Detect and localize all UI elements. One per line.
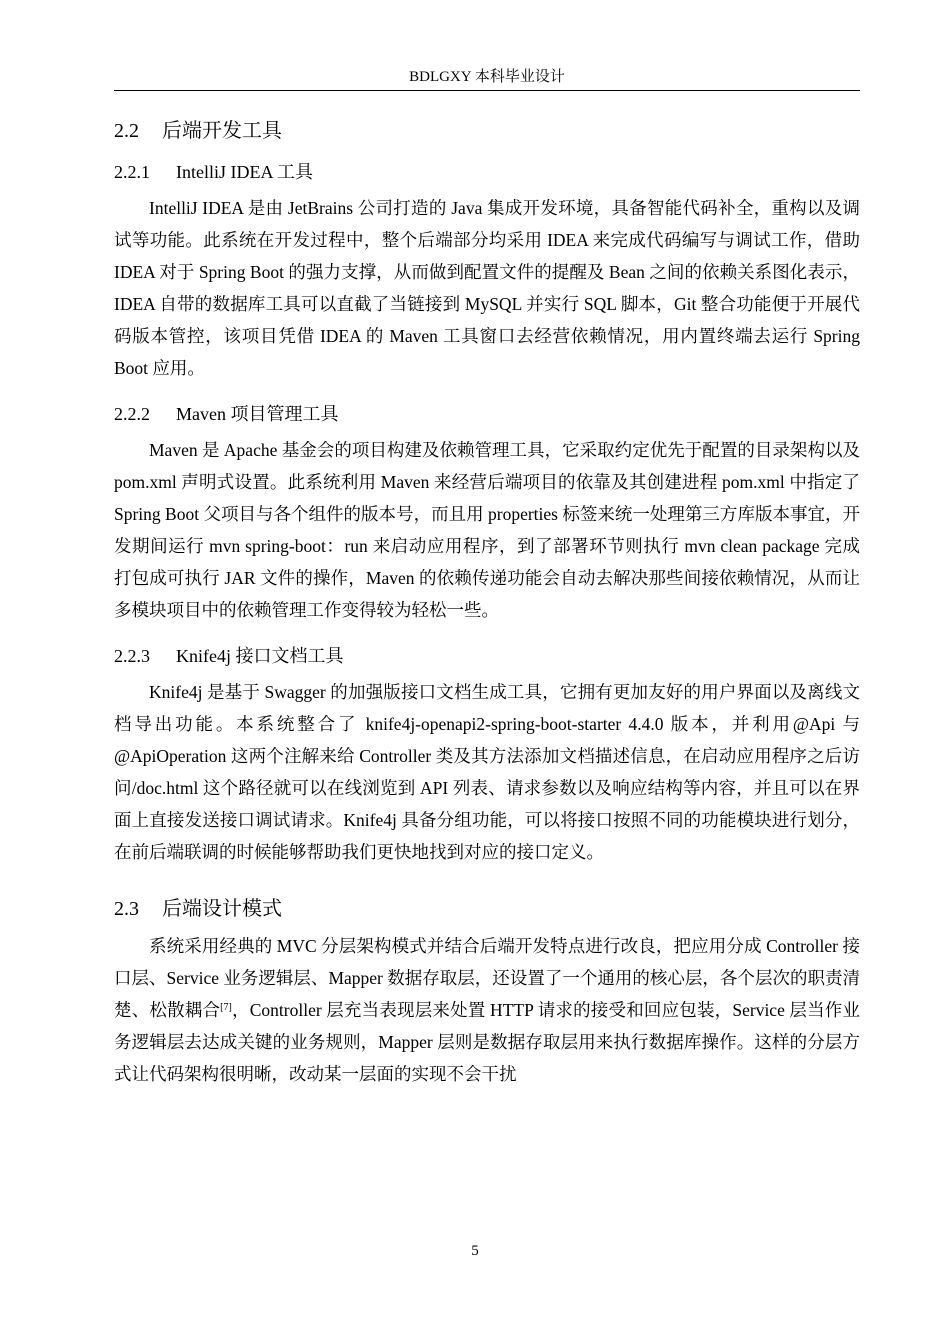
section-number: 2.2 — [114, 120, 139, 142]
paragraph-text-part2: ，Controller 层充当表现层来处置 HTTP 请求的接受和回应包装，Service 层当作业务逻辑层去达成关键的业务规则，Mapper 层则是数据存取层用来执行数据库操作。这样的分层方式让代码架构很明晰，改动某一层面的实现不会干扰 — [114, 1000, 860, 1084]
subsection-heading-2-2-2 — [114, 394, 860, 434]
header-text: BDLGXY 本科毕业设计 — [409, 69, 565, 85]
citation-marker[interactable]: [7] — [220, 1002, 232, 1013]
page-header — [114, 66, 860, 91]
section-heading-2-3 — [114, 890, 860, 930]
document-body — [114, 112, 860, 1090]
page-number: 5 — [471, 1243, 479, 1259]
subsection-number: 2.2.1 — [114, 162, 150, 182]
paragraph-text-part1: 系统采用经典的 MVC 分层架构模式并结合后端开发特点进行改良，把应用分成 Controller 接口层、Service 业务逻辑层、Mapper 数据存取层，还设置了一个通用的核心层，各个层次的职责清楚、松散耦合 — [114, 936, 860, 1020]
subsection-title: Knife4j 接口文档工具 — [176, 646, 344, 666]
subsection-title: Maven 项目管理工具 — [176, 404, 339, 424]
paragraph-knife4j: Knife4j 是基于 Swagger 的加强版接口文档生成工具，它拥有更加友好的用户界面以及离线文档导出功能。本系统整合了 knife4j-openapi2-spring-boot-starter 4.4.0 版本，并利用@Api 与@ApiOperation 这两个注解来给 Controller 类及其方法添加文档描述信息，在启动应用程序之后访问/doc.html 这个路径就可以在线浏览到 API 列表、请求参数以及响应结构等内容，并且可以在界面上直接发送接口调试请求。Knife4j 具备分组功能，可以将接口按照不同的功能模块进行划分，在前后端联调的时候能够帮助我们更快地找到对应的接口定义。 — [114, 682, 860, 862]
paragraph-intellij: IntelliJ IDEA 是由 JetBrains 公司打造的 Java 集成开发环境，具备智能代码补全，重构以及调试等功能。此系统在开发过程中，整个后端部分均采用 IDEA 来完成代码编写与调试工作，借助 IDEA 对于 Spring Boot 的强力支撑，从而做到配置文件的提醒及 Bean 之间的依赖关系图化表示，IDEA 自带的数据库工具可以直截了当链接到 MySQL 并实行 SQL 脚本，Git 整合功能便于开展代码版本管控，该项目凭借 IDEA 的 Maven 工具窗口去经营依赖情况，用内置终端去运行 Spring Boot 应用。 — [114, 198, 860, 378]
section-heading-2-2 — [114, 112, 860, 152]
paragraph-maven: Maven 是 Apache 基金会的项目构建及依赖管理工具，它采取约定优先于配置的目录架构以及 pom.xml 声明式设置。此系统利用 Maven 来经营后端项目的依靠及其创建进程 pom.xml 中指定了 Spring Boot 父项目与各个组件的版本号，而且用 properties 标签来统一处理第三方库版本事宜，开发期间运行 mvn spring-boot：run 来启动应用程序，到了部署环节则执行 mvn clean package 完成打包成可执行 JAR 文件的操作，Maven 的依赖传递功能会自动去解决那些间接依赖情况，从而让多模块项目中的依赖管理工作变得较为轻松一些。 — [114, 440, 860, 620]
paragraph-design-pattern — [114, 930, 860, 1090]
subsection-title: IntelliJ IDEA 工具 — [176, 162, 313, 182]
section-title: 后端开发工具 — [162, 120, 282, 142]
subsection-heading-2-2-1 — [114, 152, 860, 192]
subsection-number: 2.2.3 — [114, 646, 150, 666]
subsection-number: 2.2.2 — [114, 404, 150, 424]
subsection-heading-2-2-3 — [114, 636, 860, 676]
section-title: 后端设计模式 — [162, 898, 282, 920]
section-number: 2.3 — [114, 898, 139, 920]
